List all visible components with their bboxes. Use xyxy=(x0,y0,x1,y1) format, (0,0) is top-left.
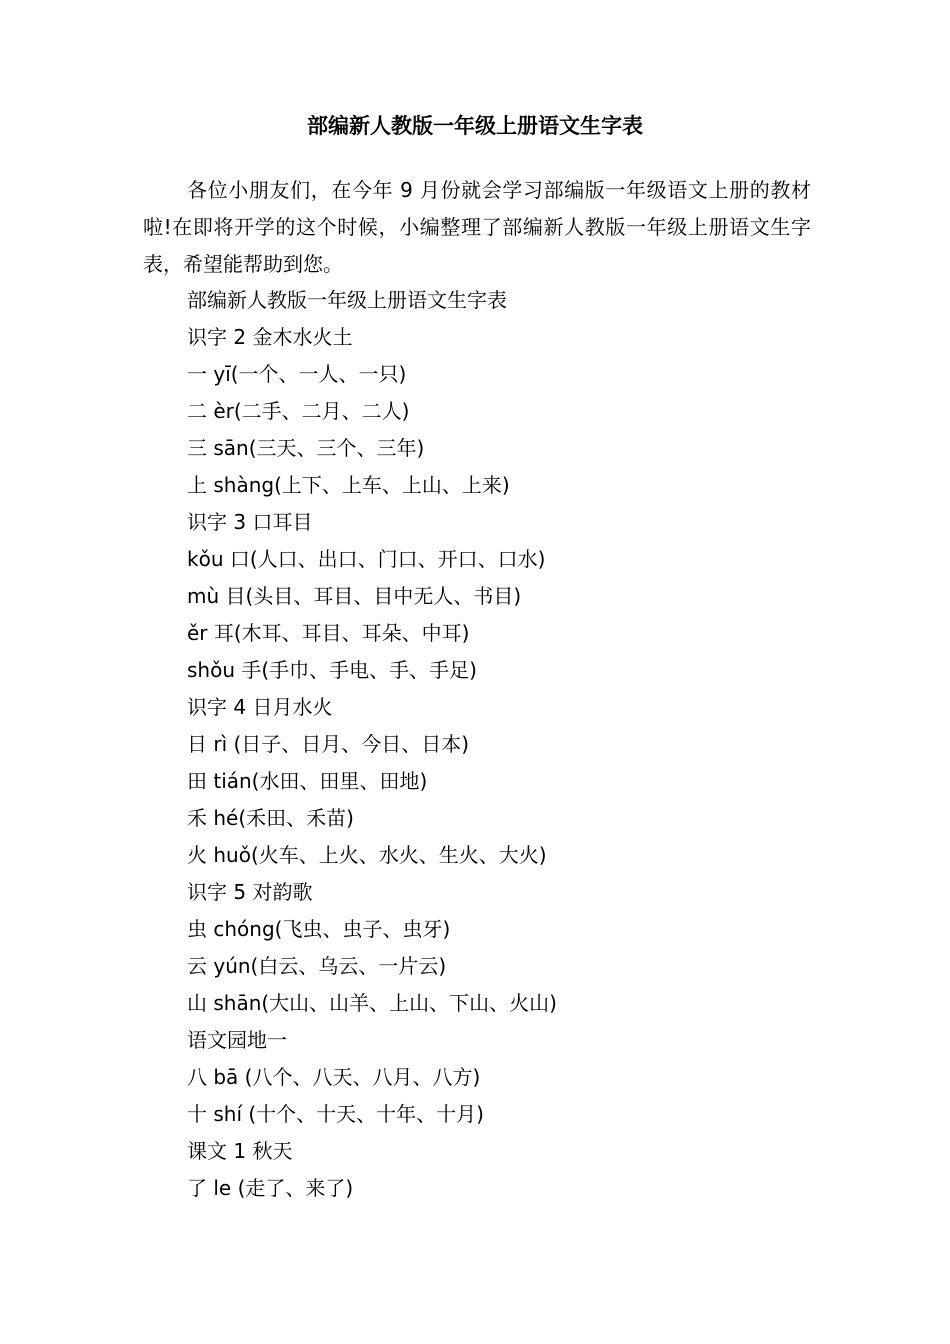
list-line: 禾 hé(禾田、禾苗) xyxy=(187,806,354,830)
list-line: 识字 5 对韵歌 xyxy=(187,880,313,904)
list-line: 课文 1 秋天 xyxy=(187,1139,293,1163)
list-line: 田 tián(水田、田里、田地) xyxy=(187,769,428,793)
list-line: 十 shí (十个、十天、十年、十月) xyxy=(187,1102,484,1126)
intro-paragraph: 各位小朋友们，在今年 9 月份就会学习部编版一年级语文上册的教材啦!在即将开学的这个时候，小编整理了部编新人教版一年级上册语文生字表，希望能帮助到您。 xyxy=(143,178,811,276)
list-line: 一 yī(一个、一人、一只) xyxy=(187,362,407,386)
list-line: 火 huǒ(火车、上火、水火、生火、大火) xyxy=(187,843,547,867)
list-line: 部编新人教版一年级上册语文生字表 xyxy=(187,288,507,312)
list-line: 语文园地一 xyxy=(187,1028,287,1052)
document-title: 部编新人教版一年级上册语文生字表 xyxy=(307,114,643,138)
list-line: 识字 4 日月水火 xyxy=(187,695,333,719)
list-line: 日 rì (日子、日月、今日、日本) xyxy=(187,732,470,756)
character-list xyxy=(187,282,827,1207)
list-line: 识字 2 金木水火土 xyxy=(187,325,353,349)
list-line: 了 le (走了、来了) xyxy=(187,1176,354,1200)
list-line: 山 shān(大山、山羊、上山、下山、火山) xyxy=(187,991,557,1015)
list-line: kǒu 口(人口、出口、门口、开口、口水) xyxy=(187,547,546,571)
list-line: 三 sān(三天、三个、三年) xyxy=(187,436,425,460)
list-line: 识字 3 口耳目 xyxy=(187,510,313,534)
list-line: 二 èr(二手、二月、二人) xyxy=(187,399,410,423)
list-line: 八 bā (八个、八天、八月、八方) xyxy=(187,1065,481,1089)
list-line: mù 目(头目、耳目、目中无人、书目) xyxy=(187,584,522,608)
list-line: shǒu 手(手巾、手电、手、手足) xyxy=(187,658,477,682)
list-line: ěr 耳(木耳、耳目、耳朵、中耳) xyxy=(187,621,470,645)
list-line: 云 yún(白云、乌云、一片云) xyxy=(187,954,447,978)
list-line: 虫 chóng(飞虫、虫子、虫牙) xyxy=(187,917,451,941)
list-line: 上 shàng(上下、上车、上山、上来) xyxy=(187,473,510,497)
